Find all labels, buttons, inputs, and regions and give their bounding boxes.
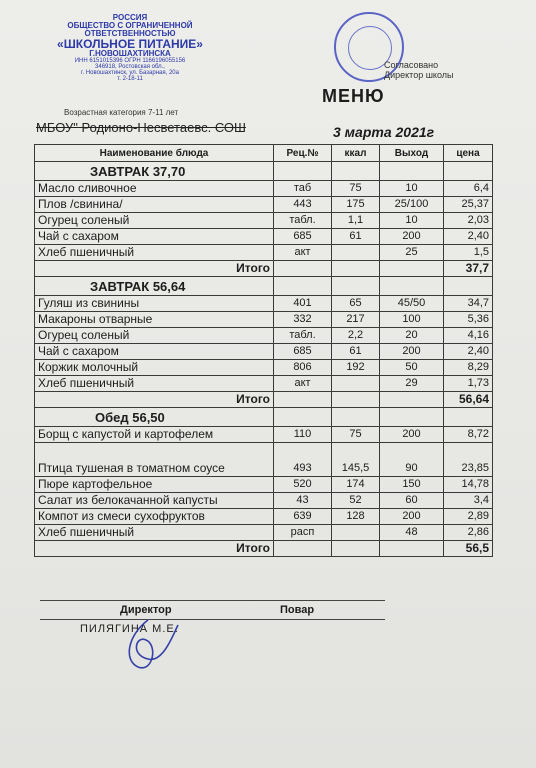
kcal-value: 75 bbox=[332, 181, 380, 197]
empty-cell bbox=[380, 541, 444, 557]
empty-cell bbox=[332, 392, 380, 408]
age-category: Возрастная категория 7-11 лет bbox=[64, 108, 179, 117]
table-row bbox=[35, 213, 493, 229]
table-row bbox=[35, 245, 493, 261]
column-header: Рец.№ bbox=[274, 145, 332, 162]
recipe-number: расп bbox=[274, 525, 332, 541]
empty-cell bbox=[332, 162, 380, 181]
empty-cell bbox=[274, 392, 332, 408]
kcal-value: 52 bbox=[332, 493, 380, 509]
price-value: 25,37 bbox=[444, 197, 493, 213]
dish-name: Хлеб пшеничный bbox=[35, 525, 274, 541]
dish-name: Хлеб пшеничный bbox=[35, 376, 274, 392]
total-label: Итого bbox=[35, 261, 274, 277]
stamp-line: ИНН 6151015396 ОГРН 1166196055156 bbox=[74, 58, 186, 64]
section-title: ЗАВТРАК 56,64 bbox=[35, 277, 274, 296]
total-value: 56,64 bbox=[444, 392, 493, 408]
empty-cell bbox=[444, 277, 493, 296]
kcal-value: 217 bbox=[332, 312, 380, 328]
stamp-line: т. 2-18-11 bbox=[117, 76, 143, 82]
signer-name: ПИЛЯГИНА М.Е. bbox=[80, 623, 179, 635]
portion-value: 25/100 bbox=[380, 197, 444, 213]
price-value: 34,7 bbox=[444, 296, 493, 312]
price-value: 23,85 bbox=[444, 443, 493, 477]
kcal-value: 61 bbox=[332, 344, 380, 360]
dish-name: Масло сливочное bbox=[35, 181, 274, 197]
column-header: цена bbox=[444, 145, 493, 162]
empty-cell bbox=[380, 392, 444, 408]
stamp-company-name: «ШКОЛЬНОЕ ПИТАНИЕ» bbox=[57, 37, 203, 51]
price-value: 8,29 bbox=[444, 360, 493, 376]
section-row bbox=[35, 408, 493, 427]
table-row bbox=[35, 509, 493, 525]
empty-cell bbox=[332, 277, 380, 296]
portion-value: 25 bbox=[380, 245, 444, 261]
school-name-text: МБОУ" Родионо-Несветаевс. СОШ bbox=[36, 120, 246, 135]
dish-name: Борщ с капустой и картофелем bbox=[35, 427, 274, 443]
kcal-value bbox=[332, 525, 380, 541]
portion-value: 200 bbox=[380, 427, 444, 443]
recipe-number: 806 bbox=[274, 360, 332, 376]
recipe-number: 401 bbox=[274, 296, 332, 312]
recipe-number: 493 bbox=[274, 443, 332, 477]
table-row bbox=[35, 477, 493, 493]
recipe-number: табл. bbox=[274, 328, 332, 344]
portion-value: 200 bbox=[380, 509, 444, 525]
portion-value: 200 bbox=[380, 229, 444, 245]
empty-cell bbox=[332, 541, 380, 557]
page-title: МЕНЮ bbox=[322, 86, 385, 106]
portion-value: 10 bbox=[380, 213, 444, 229]
dish-name: Гуляш из свинины bbox=[35, 296, 274, 312]
stamp-line: ОБЩЕСТВО С ОГРАНИЧЕННОЙ bbox=[67, 21, 193, 30]
price-value: 5,36 bbox=[444, 312, 493, 328]
empty-cell bbox=[444, 162, 493, 181]
recipe-number: 520 bbox=[274, 477, 332, 493]
table-row bbox=[35, 344, 493, 360]
table-row bbox=[35, 427, 493, 443]
table-row bbox=[35, 443, 493, 477]
menu-table bbox=[34, 144, 493, 557]
total-row bbox=[35, 392, 493, 408]
dish-name: Плов /свинина/ bbox=[35, 197, 274, 213]
price-value: 2,40 bbox=[444, 229, 493, 245]
portion-value: 29 bbox=[380, 376, 444, 392]
portion-value: 150 bbox=[380, 477, 444, 493]
stamp-line: РОССИЯ bbox=[112, 13, 148, 22]
kcal-value: 192 bbox=[332, 360, 380, 376]
dish-name: Огурец соленый bbox=[35, 213, 274, 229]
empty-cell bbox=[274, 277, 332, 296]
table-row bbox=[35, 296, 493, 312]
table-row bbox=[35, 493, 493, 509]
table-row bbox=[35, 360, 493, 376]
kcal-value: 75 bbox=[332, 427, 380, 443]
price-value: 8,72 bbox=[444, 427, 493, 443]
column-header: Наименование блюда bbox=[35, 145, 274, 162]
column-header: ккал bbox=[332, 145, 380, 162]
dish-name: Хлеб пшеничный bbox=[35, 245, 274, 261]
dish-name: Пюре картофельное bbox=[35, 477, 274, 493]
empty-cell bbox=[332, 408, 380, 427]
empty-cell bbox=[274, 408, 332, 427]
price-value: 1,73 bbox=[444, 376, 493, 392]
company-stamp bbox=[55, 14, 205, 82]
portion-value: 48 bbox=[380, 525, 444, 541]
portion-value: 20 bbox=[380, 328, 444, 344]
price-value: 4,16 bbox=[444, 328, 493, 344]
table-row bbox=[35, 312, 493, 328]
empty-cell bbox=[380, 162, 444, 181]
empty-cell bbox=[444, 408, 493, 427]
recipe-number: 43 bbox=[274, 493, 332, 509]
recipe-number: табл. bbox=[274, 213, 332, 229]
empty-cell bbox=[274, 261, 332, 277]
section-title: Обед 56,50 bbox=[35, 408, 274, 427]
price-value: 2,86 bbox=[444, 525, 493, 541]
recipe-number: акт bbox=[274, 245, 332, 261]
total-value: 37,7 bbox=[444, 261, 493, 277]
empty-cell bbox=[380, 261, 444, 277]
table-row bbox=[35, 229, 493, 245]
recipe-number: 332 bbox=[274, 312, 332, 328]
dish-name: Макароны отварные bbox=[35, 312, 274, 328]
portion-value: 10 bbox=[380, 181, 444, 197]
recipe-number: акт bbox=[274, 376, 332, 392]
empty-cell bbox=[332, 261, 380, 277]
dish-name: Птица тушеная в томатном соусе bbox=[35, 443, 274, 477]
dish-name: Чай с сахаром bbox=[35, 344, 274, 360]
handwritten-signature bbox=[118, 615, 188, 675]
stamp-line: Г.НОВОШАХТИНСКА bbox=[89, 49, 171, 58]
total-value: 56,5 bbox=[444, 541, 493, 557]
portion-value: 45/50 bbox=[380, 296, 444, 312]
section-row bbox=[35, 277, 493, 296]
menu-body bbox=[35, 162, 493, 557]
dish-name: Салат из белокачанной капусты bbox=[35, 493, 274, 509]
director-label: Директор bbox=[120, 604, 172, 616]
total-row bbox=[35, 541, 493, 557]
cook-label: Повар bbox=[280, 604, 315, 616]
price-value: 2,89 bbox=[444, 509, 493, 525]
kcal-value: 145,5 bbox=[332, 443, 380, 477]
dish-name: Чай с сахаром bbox=[35, 229, 274, 245]
empty-cell bbox=[380, 408, 444, 427]
kcal-value: 1,1 bbox=[332, 213, 380, 229]
empty-cell bbox=[274, 541, 332, 557]
empty-cell bbox=[380, 277, 444, 296]
dish-name: Огурец соленый bbox=[35, 328, 274, 344]
signature-row bbox=[40, 600, 385, 619]
empty-cell bbox=[274, 162, 332, 181]
approval-note bbox=[384, 60, 454, 80]
kcal-value: 174 bbox=[332, 477, 380, 493]
dish-name: Компот из смеси сухофруктов bbox=[35, 509, 274, 525]
menu-date: 3 марта 2021г bbox=[333, 124, 435, 140]
price-value: 3,4 bbox=[444, 493, 493, 509]
kcal-value: 65 bbox=[332, 296, 380, 312]
kcal-value bbox=[332, 245, 380, 261]
total-label: Итого bbox=[35, 541, 274, 557]
approval-line: Согласовано bbox=[384, 60, 439, 70]
header-row bbox=[35, 145, 493, 162]
price-value: 1,5 bbox=[444, 245, 493, 261]
recipe-number: 639 bbox=[274, 509, 332, 525]
stamp-line: 346918, Ростовская обл., bbox=[95, 64, 165, 70]
total-label: Итого bbox=[35, 392, 274, 408]
portion-value: 60 bbox=[380, 493, 444, 509]
stamp-line: ОТВЕТСТВЕННОСТЬЮ bbox=[84, 29, 176, 38]
kcal-value: 128 bbox=[332, 509, 380, 525]
signature-row bbox=[40, 619, 385, 638]
table-row bbox=[35, 376, 493, 392]
portion-value: 100 bbox=[380, 312, 444, 328]
school-name bbox=[36, 120, 246, 135]
signature-block bbox=[40, 600, 385, 638]
column-header: Выход bbox=[380, 145, 444, 162]
table-row bbox=[35, 328, 493, 344]
total-row bbox=[35, 261, 493, 277]
section-row bbox=[35, 162, 493, 181]
kcal-value: 2,2 bbox=[332, 328, 380, 344]
price-value: 14,78 bbox=[444, 477, 493, 493]
kcal-value bbox=[332, 376, 380, 392]
approval-line: Директор школы bbox=[384, 70, 454, 80]
portion-value: 90 bbox=[380, 443, 444, 477]
table-row bbox=[35, 525, 493, 541]
section-title: ЗАВТРАК 37,70 bbox=[35, 162, 274, 181]
stamp-line: г. Новошахтинск, ул. Базарная, 20а bbox=[81, 70, 179, 76]
kcal-value: 175 bbox=[332, 197, 380, 213]
portion-value: 50 bbox=[380, 360, 444, 376]
price-value: 2,03 bbox=[444, 213, 493, 229]
price-value: 6,4 bbox=[444, 181, 493, 197]
kcal-value: 61 bbox=[332, 229, 380, 245]
dish-name: Коржик молочный bbox=[35, 360, 274, 376]
portion-value: 200 bbox=[380, 344, 444, 360]
recipe-number: 110 bbox=[274, 427, 332, 443]
table-row bbox=[35, 181, 493, 197]
price-value: 2,40 bbox=[444, 344, 493, 360]
recipe-number: 685 bbox=[274, 344, 332, 360]
table-row bbox=[35, 197, 493, 213]
recipe-number: 443 bbox=[274, 197, 332, 213]
recipe-number: 685 bbox=[274, 229, 332, 245]
recipe-number: таб bbox=[274, 181, 332, 197]
